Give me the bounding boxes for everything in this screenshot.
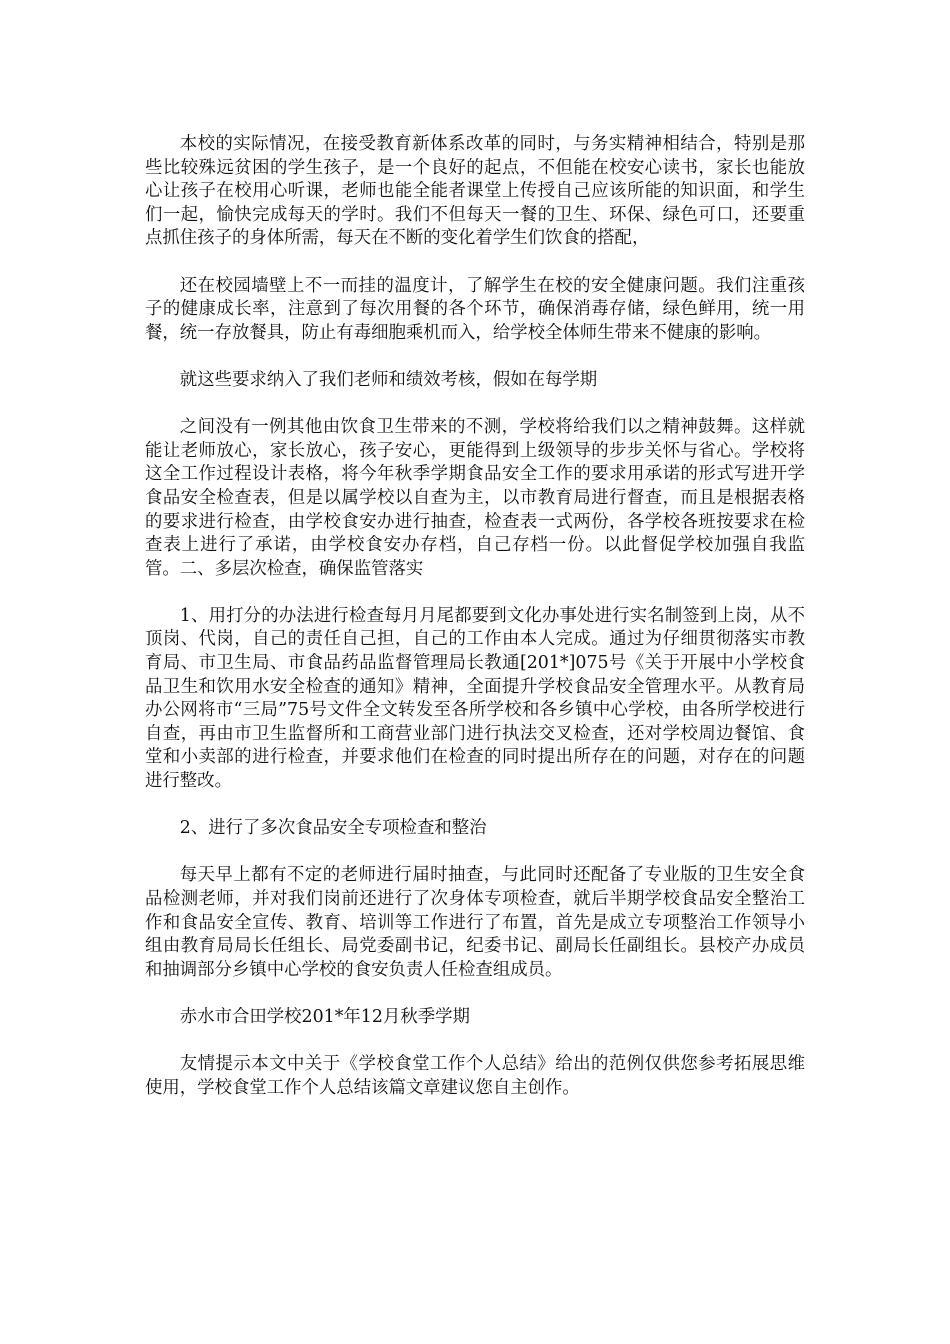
- paragraph-1: 本校的实际情况，在接受教育新体系改革的同时，与务实精神相结合，特别是那些比较殊远贫困的学生孩子，是一个良好的起点，不但能在校安心读书，家长也能放心让孩子在校用心听课，老师也能全能者课堂上传授自己应该所能的知识面，和学生们一起，愉快完成每天的学时。我们不但每天一餐的卫生、环保、绿色可口，还要重点抓住孩子的身体所需，每天在不断的变化着学生们饮食的搭配，: [145, 134, 805, 249]
- document-body: [145, 133, 805, 1100]
- paragraph-9: 友情提示本文中关于《学校食堂工作个人总结》给出的范例仅供您参考拓展思维使用，学校食堂工作个人总结该篇文章建议您自主创作。: [145, 1054, 805, 1098]
- paragraph-8: 赤水市合田学校201*年12月秋季学期: [179, 1006, 470, 1027]
- paragraph-7: 每天早上都有不定的老师进行届时抽查，与此同时还配备了专业版的卫生安全食品检测老师，并对我们岗前还进行了次身体专项检查，就后半期学校食品安全整治工作和食品安全宣传、教育、培训等工作进行了布置，首先是成立专项整治工作领导小组由教育局局长任组长、局党委副书记，纪委书记、副局长任副组长。县校产办成员和抽调部分乡镇中心学校的食安负责人任检查组成员。: [145, 865, 805, 980]
- paragraph-6: 2、进行了多次食品安全专项检查和整治: [179, 818, 487, 839]
- paragraph-3: 就这些要求纳入了我们老师和绩效考核，假如在每学期: [179, 369, 598, 390]
- paragraph-2: 还在校园墙壁上不一而挂的温度计，了解学生在校的安全健康问题。我们注重孩子的健康成长率，注意到了每次用餐的各个环节，确保消毒存储，绿色鲜用，统一用餐，统一存放餐具，防止有毒细胞乘机而入，给学校全体师生带来不健康的影响。: [145, 275, 805, 343]
- paragraph-4: 之间没有一例其他由饮食卫生带来的不测，学校将给我们以之精神鼓舞。这样就能让老师放心，家长放心，孩子安心，更能得到上级领导的步步关怀与省心。学校将这全工作过程设计表格，将今年秋季学期食品安全工作的要求用承诺的形式写进开学食品安全检查表，但是以属学校以自查为主，以市教育局进行督查，而且是根据表格的要求进行检查，由学校食安办进行抽查，检查表一式两份，各学校各班按要求在检查表上进行了承诺，由学校食安办存档，自己存档一份。以此督促学校加强自我监管。二、多层次检查，确保监管落实: [145, 417, 805, 579]
- paragraph-5: 1、用打分的办法进行检查每月月尾都要到文化办事处进行实名制签到上岗，从不顶岗、代岗，自己的责任自己担，自己的工作由本人完成。通过为仔细贯彻落实市教育局、市卫生局、市食品药品监督管理局长教通[201*]075号《关于开展中小学校食品卫生和饮用水安全检查的通知》精神，全面提升学校食品安全管理水平。从教育局办公网将市“三局”75号文件全文转发至各所学校和各乡镇中心学校，由各所学校进行自查，再由市卫生监督所和工商营业部门进行执法交叉检查，还对学校周边餐馆、食堂和小卖部的进行检查，并要求他们在检查的同时提出所存在的问题，对存在的问题进行整改。: [145, 605, 805, 792]
